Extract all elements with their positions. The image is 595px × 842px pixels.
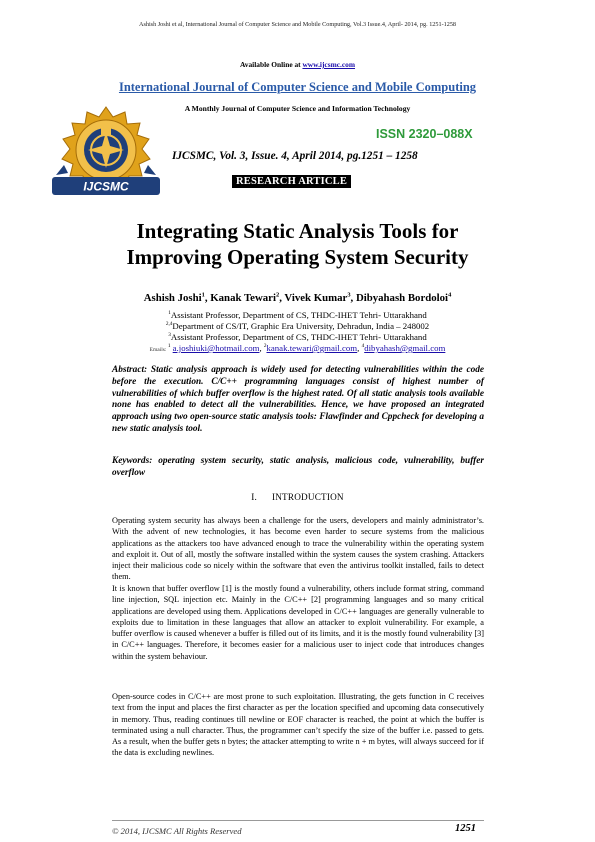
abstract bbox=[112, 365, 484, 436]
page-number: 1251 bbox=[455, 823, 476, 834]
affiliation-3 bbox=[0, 332, 595, 343]
email-link-1[interactable]: a.joshiuki@hotmail.com bbox=[172, 343, 260, 353]
logo-text: IJCSMC bbox=[83, 179, 129, 194]
journal-logo bbox=[46, 103, 166, 203]
affiliation-text: Assistant Professor, Department of CS, THDC-IHET Tehri- Uttarakhand bbox=[170, 332, 427, 342]
footer-divider bbox=[112, 820, 484, 821]
running-head: Ashish Joshi et al, International Journal of Computer Science and Mobile Computing, Vol.3 Issue.4, April- 2014, pg. 1251-1258 bbox=[138, 21, 457, 28]
email-sup: 4 bbox=[361, 343, 365, 350]
author-name: Dibyahash Bordoloi bbox=[355, 292, 449, 304]
keywords-label: Keywords: bbox=[112, 456, 153, 466]
issn: ISSN 2320–088X bbox=[376, 127, 473, 141]
author-list: Ashish Joshi$^1$, Kanak Tewari$^2$, Vivek Kumar$^3$, Dibyahash Bordoloi$^4$ bbox=[143, 291, 452, 304]
paper-title bbox=[0, 218, 595, 270]
journal-name[interactable]: International Journal of Computer Science and Mobile Computing bbox=[118, 80, 477, 94]
author-sup: 4 bbox=[448, 291, 452, 299]
title-line-2: Improving Operating System Security bbox=[126, 245, 469, 269]
section-heading: I. INTRODUCTION bbox=[251, 492, 344, 502]
footer-copyright: © 2014, IJCSMC All Rights Reserved bbox=[112, 826, 242, 836]
emails-label: Emails: bbox=[149, 347, 168, 353]
email-line: Emails: $^1$ a.joshiuki@hotmail.com, $^2$kanak.tewari@gmail.com, $^4$dibyahash@gmail.com bbox=[149, 343, 446, 353]
email-sup: 1 bbox=[167, 343, 171, 350]
email-link-2[interactable]: kanak.tewari@gmail.com bbox=[266, 343, 358, 353]
author-sup: 3 bbox=[347, 291, 351, 299]
body-paragraph-2: It is known that buffer overflow [1] is the mostly found a vulnerability, others include format string, command line injection, SQL injection etc. Mainly in the C/C++ [2] programming languages and so many critical applications are developed using them. Applications developed in C/C++ languages are generally vulnerable to exploits due to limitation in these languages that allow an attacker to exploit vulnerability. For example, a buffer overflow is caused whenever a buffer is filled out of its limits, and it is the mostly found vulnerability [3] in C/C++ languages. Therefore, it becomes easier for a malicious user to inject code that introduces changes within the system behaviour. bbox=[112, 584, 484, 661]
body-paragraph-3: Open-source codes in C/C++ are most prone to such exploitation. Illustrating, the gets function in C receives text from the input and places the first character as per the location specified and upcoming data consecutively in memory. Thus, reading continues till newline or EOF character is reached, the point at which the buffer is terminated using a null character. Thus, the programmer can’t specify the size of the buffer i.e. passed to gets. As a result, when the buffer gets n bytes; the attacker attempting to write n + m bytes, will always succeed for if the data is excluding newlines. bbox=[112, 692, 484, 758]
email-link-3[interactable]: dibyahash@gmail.com bbox=[364, 343, 446, 353]
abstract-text: Static analysis approach is widely used for detecting vulnerabilities within the code before the execution. C/C++ programming languages consist of highest number of vulnerabilities of which buffer overflow is the highest rated. Of all static analysis tools available none has enabled to detect all the vulnerabilities. Hence, we have proposed an integrated approach using two open-source static analysis tools: Flawfinder and Cppcheck for developing a new static analysis tool. bbox=[112, 365, 484, 434]
article-type-badge: RESEARCH ARTICLE bbox=[232, 175, 351, 188]
affiliation-sup: 1 bbox=[168, 310, 171, 317]
body-paragraph-1: Operating system security has always been a challenge for the users, developers and mainly administrator’s. With the advent of new technologies, it has become even harder to secure systems from the malicious applications as the attackers too have advanced enough to trace the vulnerability within the operating system and exploit it. Out of all, mostly the software installed within the system causes the system crashing. Attackers inject their malicious code so nicely within the software that even the antivirus toolkit installed, fails to detect them. bbox=[112, 516, 484, 582]
affiliation-1 bbox=[0, 310, 595, 321]
author-sup: 1 bbox=[201, 291, 205, 299]
author-name: Ashish Joshi bbox=[143, 292, 202, 304]
keywords-text: operating system security, static analysis, malicious code, vulnerability, buffer overflow bbox=[112, 456, 484, 478]
journal-website-link[interactable]: www.ijcsmc.com bbox=[302, 60, 356, 69]
title-line-1: Integrating Static Analysis Tools for bbox=[136, 219, 459, 243]
journal-subtitle: A Monthly Journal of Computer Science and Information Technology bbox=[184, 104, 411, 113]
affiliation-sup: 3 bbox=[168, 332, 171, 339]
abstract-label: Abstract: bbox=[112, 365, 148, 375]
author-name: Vivek Kumar bbox=[284, 292, 348, 304]
affiliation-2 bbox=[0, 321, 595, 332]
email-sup: 2 bbox=[263, 343, 267, 350]
availability-label: Available Online at bbox=[239, 60, 303, 69]
keywords bbox=[112, 456, 484, 480]
author-sup: 2 bbox=[275, 291, 280, 299]
affiliation-text: Assistant Professor, Department of CS, THDC-IHET Tehri- Uttarakhand bbox=[170, 310, 427, 320]
availability-line bbox=[0, 60, 595, 69]
citation-line: IJCSMC, Vol. 3, Issue. 4, April 2014, pg.1251 – 1258 bbox=[172, 150, 418, 162]
author-name: Kanak Tewari bbox=[210, 292, 276, 304]
affiliation-text: Department of CS/IT, Graphic Era University, Dehradun, India – 248002 bbox=[172, 321, 430, 331]
affiliation-sup: 2,4 bbox=[165, 321, 173, 328]
